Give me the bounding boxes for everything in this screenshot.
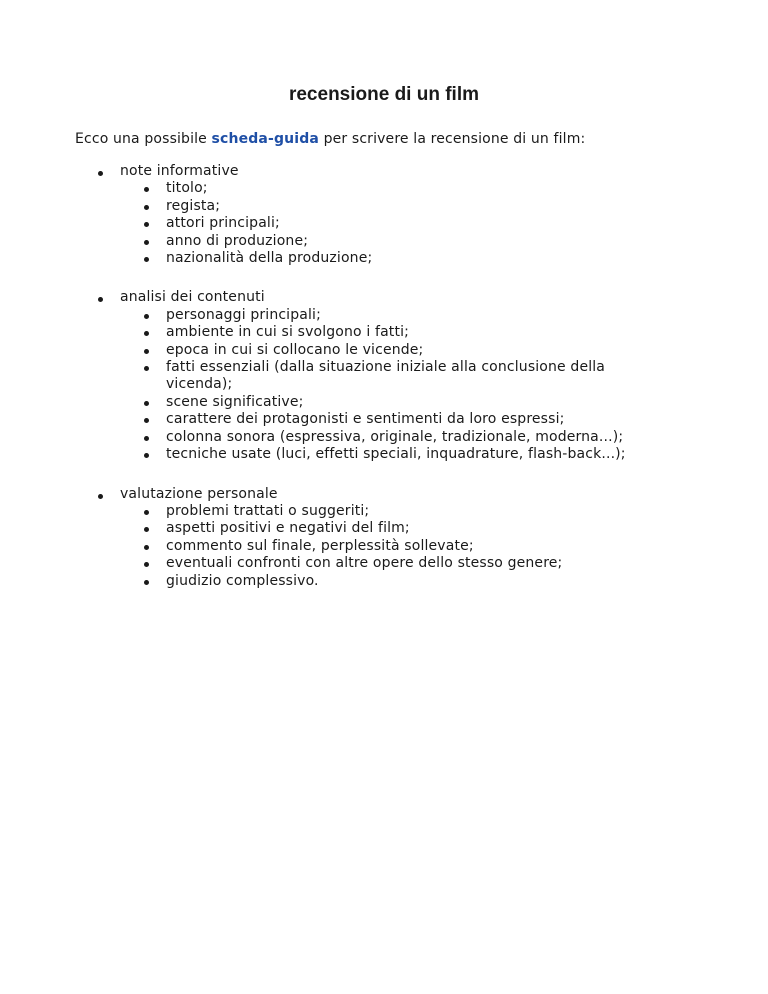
bullet-icon [144, 331, 149, 336]
list-item-text: scene significative; [166, 393, 304, 410]
list-item [120, 180, 666, 197]
list-item [120, 555, 666, 572]
list-item-text: fatti essenziali (dalla situazione iniziale alla conclusione della vicenda); [166, 359, 606, 393]
list-item-text: personaggi principali; [166, 306, 321, 323]
page-title: recensione di un film [288, 84, 480, 105]
list-item-text: commento sul finale, perplessità sollevate; [166, 537, 474, 554]
bullet-icon [144, 257, 149, 262]
list-item [120, 446, 666, 463]
bullet-icon [98, 297, 103, 302]
list-item [120, 307, 666, 324]
bullet-icon [144, 418, 149, 423]
list-item-text: nazionalità della produzione; [166, 250, 373, 267]
list-item [120, 359, 666, 394]
bullet-icon [144, 401, 149, 406]
list-item [120, 429, 666, 446]
list-item-text: carattere dei protagonisti e sentimenti da loro espressi; [166, 411, 565, 428]
bullet-icon [144, 562, 149, 567]
intro-paragraph [75, 131, 585, 147]
section-title: note informative [120, 163, 239, 179]
bullet-icon [144, 366, 149, 371]
sections-list [0, 163, 768, 612]
list-item-text: regista; [166, 197, 221, 214]
list-item [120, 342, 666, 359]
list-item [120, 250, 666, 267]
list-item-text: epoca in cui si collocano le vicende; [166, 341, 424, 358]
list-item [120, 215, 666, 232]
bullet-icon [144, 510, 149, 515]
intro-text-after: per scrivere la recensione di un film: [318, 131, 586, 147]
list-item-text: eventuali confronti con altre opere dello stesso genere; [166, 555, 563, 572]
bullet-icon [144, 222, 149, 227]
list-item [120, 573, 666, 590]
list-item-text: colonna sonora (espressiva, originale, tradizionale, moderna...); [166, 428, 624, 445]
bullet-icon [144, 436, 149, 441]
bullet-icon [144, 580, 149, 585]
bullet-icon [144, 453, 149, 458]
bullet-icon [144, 527, 149, 532]
section-items [120, 180, 768, 267]
intro-text-before: Ecco una possibile [75, 131, 212, 147]
bullet-icon [98, 171, 103, 176]
list-item [120, 233, 666, 250]
list-item-text: problemi trattati o suggeriti; [166, 502, 370, 519]
list-item-text: titolo; [166, 180, 208, 197]
list-item [120, 394, 666, 411]
section-valutazione-personale [0, 486, 768, 590]
section-note-informative [0, 163, 768, 267]
list-item-text: giudizio complessivo. [166, 572, 319, 589]
scheda-guida-link[interactable]: scheda-guida [211, 131, 319, 147]
list-item [120, 538, 666, 555]
bullet-icon [144, 205, 149, 210]
section-items [120, 307, 768, 464]
list-item [120, 411, 666, 428]
bullet-icon [144, 314, 149, 319]
list-item [120, 198, 666, 215]
list-item [120, 324, 666, 341]
section-title: analisi dei contenuti [120, 289, 265, 306]
bullet-icon [144, 240, 149, 245]
list-item [120, 503, 666, 520]
section-items [120, 503, 768, 590]
list-item-text: anno di produzione; [166, 232, 309, 249]
list-item [120, 520, 666, 537]
list-item-text: ambiente in cui si svolgono i fatti; [166, 324, 409, 341]
bullet-icon [98, 494, 103, 499]
bullet-icon [144, 187, 149, 192]
bullet-icon [144, 349, 149, 354]
list-item-text: attori principali; [166, 215, 280, 232]
section-title: valutazione personale [120, 485, 278, 502]
list-item-text: tecniche usate (luci, effetti speciali, inquadrature, flash-back...); [166, 446, 626, 463]
list-item-text: aspetti positivi e negativi del film; [166, 520, 410, 537]
section-analisi-dei-contenuti [0, 289, 768, 463]
bullet-icon [144, 545, 149, 550]
